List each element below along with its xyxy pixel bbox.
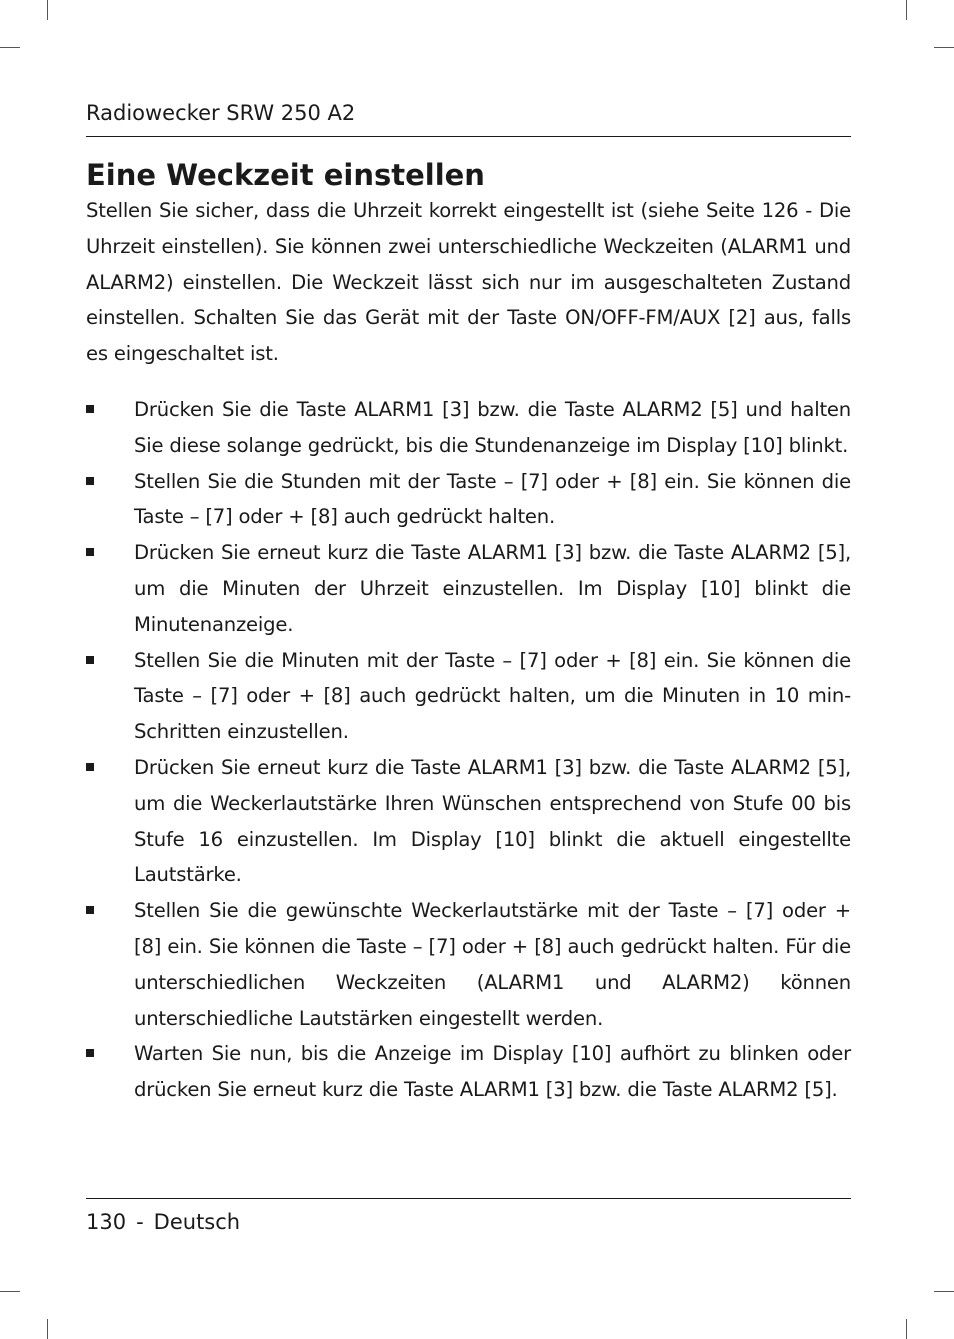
step-text: Drücken Sie erneut kurz die Taste ALARM1 [3] bzw. die Taste ALARM2 [5], um die Minuten der Uhrzeit einzustellen. Im Display [10] blinkt die Minutenanzeige. <box>134 541 851 636</box>
crop-mark <box>906 0 907 20</box>
list-item <box>86 643 851 750</box>
intro-paragraph: Stellen Sie sicher, dass die Uhrzeit korrekt eingestellt ist (siehe Seite 126 - Die Uhrzeit einstellen). Sie können zwei unterschiedliche Weckzeiten (ALARM1 und ALARM2) einstellen. Die Weckzeit lässt sich nur im ausgeschalteten Zustand einstellen. Schalten Sie das Gerät mit der Taste ON/OFF-FM/AUX [2] aus, falls es eingeschaltet ist. <box>86 199 851 366</box>
list-item <box>86 464 851 536</box>
step-text: Drücken Sie die Taste ALARM1 [3] bzw. die Taste ALARM2 [5] und halten Sie diese solange gedrückt, bis die Stundenanzeige im Display [10] blinkt. <box>134 397 851 457</box>
step-text: Drücken Sie erneut kurz die Taste ALARM1 [3] bzw. die Taste ALARM2 [5], um die Weckerlautstärke Ihren Wünschen entsprechend von Stufe 00 bis Stufe 16 einzustellen. Im Display [10] blinkt die aktuell eingestellte Lautstärke. <box>134 755 851 887</box>
footer-separator: - <box>136 1210 144 1234</box>
list-item <box>86 750 851 893</box>
list-item <box>86 535 851 642</box>
crop-mark <box>906 1319 907 1339</box>
step-text: Stellen Sie die gewünschte Weckerlautstärke mit der Taste – [7] oder + [8] ein. Sie können die Taste – [7] oder + [8] auch gedrückt halten. Für die unterschiedlichen Weckzeiten (ALARM1 und ALARM2) können unterschiedliche Lautstärken eingestellt werden. <box>134 899 851 1030</box>
crop-mark <box>0 47 20 48</box>
square-bullet-icon <box>86 1049 94 1057</box>
crop-mark <box>47 1319 48 1339</box>
crop-mark <box>0 1291 20 1292</box>
running-header: Radiowecker SRW 250 A2 <box>86 98 851 137</box>
crop-mark <box>47 0 48 20</box>
square-bullet-icon <box>86 548 94 556</box>
list-item <box>86 1036 851 1108</box>
crop-mark <box>934 1291 954 1292</box>
crop-mark <box>934 47 954 48</box>
step-text: Stellen Sie die Minuten mit der Taste – [7] oder + [8] ein. Sie können die Taste – [7] oder + [8] auch gedrückt halten, um die Minuten in 10 min-Schritten einzustellen. <box>134 648 851 744</box>
square-bullet-icon <box>86 405 94 413</box>
list-item <box>86 392 851 464</box>
page-footer <box>86 1198 851 1237</box>
page-content <box>86 98 851 1108</box>
square-bullet-icon <box>86 906 94 914</box>
square-bullet-icon <box>86 477 94 485</box>
section-heading: Eine Weckzeit einstellen <box>86 158 485 192</box>
step-text: Warten Sie nun, bis die Anzeige im Display [10] aufhört zu blinken oder drücken Sie erneut kurz die Taste ALARM1 [3] bzw. die Taste ALARM2 [5]. <box>134 1042 851 1102</box>
steps-list <box>86 392 851 1108</box>
list-item <box>86 893 851 1036</box>
step-text: Stellen Sie die Stunden mit der Taste – [7] oder + [8] ein. Sie können die Taste – [7] oder + [8] auch gedrückt halten. <box>134 469 851 529</box>
square-bullet-icon <box>86 656 94 664</box>
footer-language: Deutsch <box>153 1210 241 1234</box>
page-number: 130 <box>86 1210 127 1234</box>
square-bullet-icon <box>86 763 94 771</box>
